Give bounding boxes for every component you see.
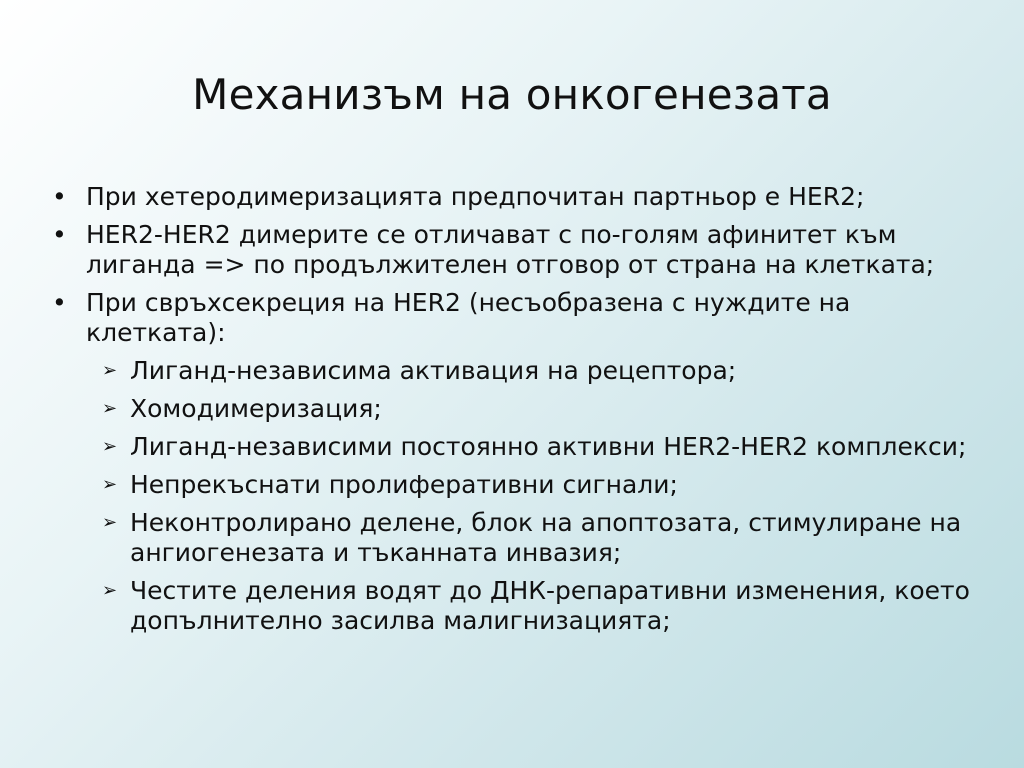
arrow-bullet-icon: ➢	[102, 360, 118, 381]
sub-bullet-item	[46, 470, 986, 500]
bullet-item	[46, 220, 986, 280]
bullet-text: HER2-HER2 димерите се отличават с по-голям афинитет към лиганда => по продължителен отговор от страна на клетката;	[86, 220, 935, 279]
slide-title: Механизъм на онкогенезата	[192, 70, 832, 119]
sub-bullet-item	[46, 508, 986, 568]
sub-bullet-text: Неконтролирано делене, блок на апоптозата, стимулиране на ангиогенезата и тъканната инвазия;	[130, 508, 962, 567]
bullet-dot-icon: •	[52, 288, 67, 317]
arrow-bullet-icon: ➢	[102, 398, 118, 419]
bullet-item	[46, 288, 986, 348]
bullet-dot-icon: •	[52, 220, 67, 249]
sub-bullet-text: Непрекъснати пролиферативни сигнали;	[130, 470, 678, 499]
sub-bullet-item	[46, 356, 986, 386]
bullet-text: При свръхсекреция на HER2 (несъобразена с нуждите на клетката):	[86, 288, 851, 347]
sub-bullet-text: Честите деления водят до ДНК-репаративни изменения, което допълнително засилва малигнизацията;	[130, 576, 970, 635]
sub-bullet-item	[46, 394, 986, 424]
arrow-bullet-icon: ➢	[102, 512, 118, 533]
sub-bullet-text: Лиганд-независими постоянно активни HER2-HER2 комплекси;	[130, 432, 967, 461]
arrow-bullet-icon: ➢	[102, 436, 118, 457]
sub-bullet-item	[46, 432, 986, 462]
bullet-list	[46, 182, 986, 644]
arrow-bullet-icon: ➢	[102, 474, 118, 495]
sub-bullet-item	[46, 576, 986, 636]
bullet-dot-icon: •	[52, 182, 67, 211]
sub-bullet-text: Хомодимеризация;	[130, 394, 382, 423]
arrow-bullet-icon: ➢	[102, 580, 118, 601]
bullet-text: При хетеродимеризацията предпочитан партньор е HER2;	[86, 182, 865, 211]
bullet-item	[46, 182, 986, 212]
sub-bullet-text: Лиганд-независима активация на рецептора;	[130, 356, 737, 385]
